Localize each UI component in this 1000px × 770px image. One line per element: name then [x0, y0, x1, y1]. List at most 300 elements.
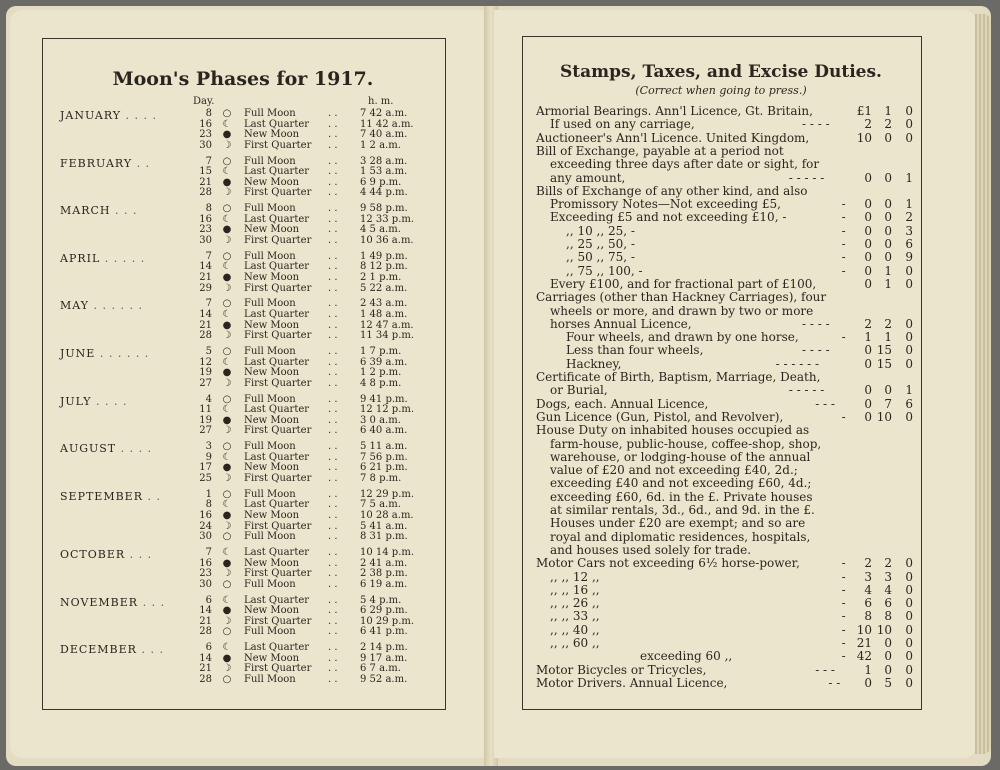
- first-quarter-icon: ☽: [222, 282, 232, 294]
- duty-line: [0, 570, 930, 584]
- shillings-value: 4: [884, 582, 892, 597]
- phase-day: 28: [199, 330, 212, 342]
- pounds-value: 0: [864, 383, 872, 398]
- duty-line: [0, 503, 930, 517]
- leader-dots: . .: [328, 674, 338, 685]
- full-moon-icon: ○: [222, 250, 232, 262]
- duty-line: [0, 423, 930, 437]
- phase-day: 16: [199, 118, 212, 130]
- first-quarter-icon: ☽: [222, 330, 232, 342]
- phase-day: 23: [199, 224, 212, 236]
- phase-day: 17: [199, 462, 212, 474]
- duty-line: [0, 663, 930, 677]
- phase-day: 28: [199, 674, 212, 685]
- duty-leader-dashes: -: [841, 330, 846, 345]
- duty-line: [0, 250, 930, 264]
- last-quarter-icon: ☾: [222, 451, 232, 463]
- pounds-value: 1: [864, 330, 872, 345]
- phase-name: Last Quarter: [244, 118, 310, 130]
- pounds-value: 0: [864, 237, 872, 251]
- duty-line: [0, 264, 930, 278]
- phase-name: New Moon: [244, 605, 300, 617]
- phase-name: Last Quarter: [244, 642, 310, 654]
- phase-day: 8: [205, 499, 212, 511]
- duty-leader-dashes: - - -: [815, 396, 835, 411]
- phase-time: 10 14 p.m.: [360, 547, 415, 558]
- pence-value: 0: [905, 569, 913, 584]
- duty-description: horses Annual Licence,: [550, 316, 692, 331]
- new-moon-icon: ●: [222, 605, 232, 617]
- last-quarter-icon: ☾: [222, 118, 232, 130]
- month-leader-dots: . . .: [125, 548, 153, 561]
- pounds-value: 0: [864, 409, 872, 424]
- leader-dots: . .: [328, 346, 338, 357]
- duty-description: warehouse, or lodging-house of the annual: [550, 449, 811, 464]
- shillings-value: 0: [884, 649, 892, 664]
- page-edges: [975, 14, 991, 754]
- duty-line: [0, 609, 930, 623]
- pounds-value: 0: [864, 223, 872, 238]
- phase-time: 2 38 p.m.: [360, 568, 408, 580]
- duty-line: [0, 410, 930, 424]
- phase-time: 12 47 a.m.: [360, 319, 414, 331]
- duty-line: [0, 277, 930, 291]
- pounds-value: 2: [864, 117, 872, 132]
- leader-dots: . .: [328, 139, 338, 151]
- duty-description: Certificate of Birth, Baptism, Marriage, Death,: [536, 370, 821, 384]
- full-moon-icon: ○: [222, 531, 232, 543]
- phase-day: 29: [199, 282, 212, 294]
- phase-name: New Moon: [244, 652, 300, 664]
- duty-leader-dashes: - - -: [815, 662, 835, 677]
- duty-description: ,, 50 ,, 75, -: [566, 250, 635, 265]
- new-moon-icon: ●: [222, 557, 232, 569]
- phase-day: 21: [199, 615, 212, 627]
- phase-name: Last Quarter: [244, 213, 310, 225]
- pounds-value: 2: [864, 556, 872, 571]
- duty-description: Gun Licence (Gun, Pistol, and Revolver),: [536, 409, 784, 424]
- leader-dots: . .: [328, 520, 338, 532]
- month-name: JANUARY: [60, 109, 122, 122]
- duty-line: [0, 476, 930, 490]
- phase-name: New Moon: [244, 510, 300, 521]
- shillings-value: 0: [884, 223, 892, 238]
- phase-day: 15: [199, 166, 212, 178]
- duty-line: [0, 636, 930, 650]
- month-leader-dots: . . . . .: [100, 251, 146, 265]
- pounds-value: 42: [856, 649, 872, 664]
- last-quarter-icon: ☾: [222, 642, 232, 654]
- phase-name: New Moon: [244, 176, 300, 188]
- first-quarter-icon: ☽: [222, 520, 232, 532]
- leader-dots: . .: [328, 568, 338, 580]
- first-quarter-icon: ☽: [222, 377, 232, 389]
- pence-value: 6: [905, 396, 913, 411]
- duty-description: ,, ,, 60 ,,: [550, 636, 600, 650]
- phase-time: 6 7 a.m.: [360, 663, 401, 675]
- duty-leader-dashes: -: [841, 636, 846, 650]
- shillings-value: 0: [884, 130, 892, 145]
- phase-time: 3 0 a.m.: [360, 414, 401, 426]
- phase-name: Full Moon: [244, 155, 296, 167]
- pounds-value: 10: [856, 130, 872, 145]
- phase-day: 27: [199, 425, 212, 437]
- phase-day: 28: [199, 187, 212, 199]
- phase-day: 23: [199, 129, 212, 141]
- last-quarter-icon: ☾: [222, 261, 232, 273]
- duty-line: [0, 437, 930, 451]
- phase-day: 11: [199, 404, 212, 416]
- leader-dots: . .: [328, 531, 338, 543]
- duty-description: wheels or more, and drawn by two or more: [550, 303, 814, 318]
- last-quarter-icon: ☾: [222, 499, 232, 511]
- pounds-value: 0: [864, 276, 872, 291]
- duty-description: royal and diplomatic residences, hospitals,: [550, 529, 811, 544]
- shillings-value: 0: [884, 170, 892, 185]
- pounds-value: 3: [864, 569, 872, 584]
- duty-line: [0, 317, 930, 331]
- leader-dots: . .: [328, 605, 338, 617]
- phase-name: First Quarter: [244, 235, 312, 246]
- pounds-value: 0: [864, 396, 872, 411]
- duty-description: Motor Bicycles or Tricycles,: [536, 662, 707, 677]
- duty-line: [0, 463, 930, 477]
- pence-value: 1: [905, 170, 913, 185]
- duty-line: [0, 104, 930, 118]
- phase-time: 6 40 a.m.: [360, 425, 408, 437]
- duty-description: Auctioneer's Ann'l Licence. United Kingdom,: [536, 130, 810, 145]
- leader-dots: . .: [328, 224, 338, 236]
- phase-day: 7: [205, 547, 212, 558]
- phase-name: New Moon: [244, 224, 300, 236]
- pounds-value: 0: [864, 675, 872, 690]
- phase-day: 14: [199, 605, 212, 617]
- new-moon-icon: ●: [222, 224, 232, 236]
- duty-line: [0, 131, 930, 145]
- pence-value: 0: [905, 117, 913, 132]
- day-column-header: Day.: [193, 96, 215, 107]
- first-quarter-icon: ☽: [222, 568, 232, 580]
- duties-title: Stamps, Taxes, and Excise Duties.: [560, 62, 882, 82]
- shillings-value: 2: [884, 556, 892, 571]
- duty-leader-dashes: - - - - -: [788, 170, 825, 185]
- duty-description: exceeding £60, 6d. in the £. Private houses: [550, 489, 813, 504]
- phase-time: 6 41 p.m.: [360, 626, 408, 638]
- leader-dots: . .: [328, 557, 338, 569]
- duty-leader-dashes: - - - -: [802, 343, 830, 358]
- full-moon-icon: ○: [222, 298, 232, 310]
- phase-day: 30: [199, 235, 212, 246]
- duty-description: ,, ,, 26 ,,: [550, 596, 600, 611]
- duty-leader-dashes: -: [841, 649, 846, 664]
- duty-line: [0, 290, 930, 304]
- duty-description: If used on any carriage,: [550, 117, 695, 132]
- shillings-value: 0: [884, 210, 892, 225]
- shillings-value: 1: [884, 330, 892, 345]
- duty-description: ,, ,, 40 ,,: [550, 622, 600, 637]
- leader-dots: . .: [328, 594, 338, 606]
- phase-time: 10 29 p.m.: [360, 615, 415, 627]
- month-leader-dots: . . .: [138, 595, 166, 609]
- phase-name: Full Moon: [244, 488, 296, 500]
- phase-name: Full Moon: [244, 203, 296, 215]
- pounds-value: 0: [864, 170, 872, 185]
- pence-value: 1: [905, 383, 913, 398]
- duty-leader-dashes: -: [841, 237, 846, 251]
- pence-value: 3: [905, 223, 913, 238]
- phase-time: 2 43 a.m.: [360, 298, 408, 310]
- phase-day: 9: [205, 451, 212, 463]
- first-quarter-icon: ☽: [222, 139, 232, 151]
- duty-description: Motor Cars not exceeding 6½ horse-power,: [536, 556, 800, 571]
- phase-day: 21: [199, 319, 212, 331]
- phase-name: Last Quarter: [244, 261, 310, 273]
- last-quarter-icon: ☾: [222, 594, 232, 606]
- phase-time: 1 2 p.m.: [360, 367, 402, 379]
- duty-line: [0, 184, 930, 198]
- pounds-value: 0: [864, 210, 872, 225]
- phase-name: Full Moon: [244, 393, 296, 405]
- leader-dots: . .: [328, 547, 338, 558]
- pounds-value: 21: [856, 636, 872, 650]
- leader-dots: . .: [328, 451, 338, 463]
- phase-time: 5 4 p.m.: [360, 594, 402, 606]
- month-leader-dots: . . . .: [121, 109, 158, 122]
- month-name: JULY: [60, 394, 92, 408]
- pence-value: 0: [905, 636, 913, 650]
- duty-description: exceeding three days after date or sight, for: [550, 157, 820, 172]
- pounds-value: 1: [864, 662, 872, 677]
- phase-name: Full Moon: [244, 531, 296, 543]
- phase-name: New Moon: [244, 462, 300, 474]
- duty-leader-dashes: -: [841, 582, 846, 597]
- phase-name: Full Moon: [244, 578, 296, 590]
- phase-time: 6 19 a.m.: [360, 578, 408, 590]
- duty-line: [0, 197, 930, 211]
- duty-line: [0, 530, 930, 544]
- phase-time: 12 12 p.m.: [360, 404, 415, 416]
- pence-value: 0: [905, 556, 913, 571]
- pounds-value: 10: [856, 622, 872, 637]
- phase-day: 14: [199, 309, 212, 320]
- pence-value: 0: [905, 649, 913, 664]
- phase-time: 8 12 p.m.: [360, 261, 408, 273]
- duty-description: Armorial Bearings. Ann'l Licence, Gt. Britain,: [536, 104, 813, 118]
- duty-line: [0, 450, 930, 464]
- duty-line: [0, 543, 930, 557]
- month-name: APRIL: [60, 251, 101, 265]
- duty-line: [0, 383, 930, 397]
- duty-line: [0, 583, 930, 597]
- phase-day: 21: [199, 663, 212, 675]
- phase-name: Last Quarter: [244, 451, 310, 463]
- pounds-value: 6: [864, 596, 872, 611]
- leader-dots: . .: [328, 272, 338, 283]
- duty-description: at similar rentals, 3d., 6d., and 9d. in the £.: [550, 503, 815, 517]
- pence-value: 0: [905, 104, 913, 118]
- phase-time: 9 41 p.m.: [360, 393, 408, 405]
- new-moon-icon: ●: [222, 129, 232, 141]
- duty-leader-dashes: - -: [828, 675, 841, 690]
- pence-value: 0: [905, 263, 913, 278]
- pounds-value: 8: [864, 609, 872, 624]
- phase-time: 7 8 p.m.: [360, 473, 402, 484]
- month-name: OCTOBER: [60, 548, 126, 561]
- duty-line: [0, 224, 930, 238]
- pounds-value: 0: [864, 356, 872, 371]
- phase-name: First Quarter: [244, 615, 312, 627]
- month-name: JUNE: [60, 347, 96, 360]
- full-moon-icon: ○: [222, 155, 232, 167]
- last-quarter-icon: ☾: [222, 547, 232, 558]
- phase-time: 2 41 a.m.: [360, 557, 408, 569]
- duty-line: [0, 596, 930, 610]
- phase-name: Last Quarter: [244, 309, 310, 320]
- phase-name: Full Moon: [244, 674, 296, 685]
- phase-time: 9 58 p.m.: [360, 203, 408, 215]
- duty-description: value of £20 and not exceeding £40, 2d.;: [550, 463, 798, 478]
- phase-day: 30: [199, 531, 212, 543]
- leader-dots: . .: [328, 642, 338, 654]
- duty-description: Carriages (other than Hackney Carriages), four: [536, 290, 827, 305]
- duty-leader-dashes: -: [841, 197, 846, 212]
- phase-time: 1 2 a.m.: [360, 139, 401, 151]
- phase-name: First Quarter: [244, 473, 312, 484]
- duty-line: [0, 210, 930, 224]
- month-leader-dots: . . . .: [91, 394, 128, 408]
- leader-dots: . .: [328, 298, 338, 310]
- phase-name: Full Moon: [244, 108, 296, 119]
- duty-leader-dashes: -: [841, 263, 846, 278]
- duty-leader-dashes: -: [841, 409, 846, 424]
- phase-name: First Quarter: [244, 282, 312, 294]
- phase-time: 2 1 p.m.: [360, 272, 402, 283]
- phase-time: 11 42 a.m.: [360, 118, 414, 130]
- duty-line: [0, 144, 930, 158]
- phase-day: 5: [205, 346, 212, 357]
- duty-description: or Burial,: [550, 383, 608, 398]
- phase-name: Last Quarter: [244, 166, 310, 178]
- phase-name: Last Quarter: [244, 547, 310, 558]
- month-name: MAY: [60, 299, 90, 313]
- phase-time: 1 48 a.m.: [360, 309, 408, 320]
- shillings-value: 7: [884, 396, 892, 411]
- full-moon-icon: ○: [222, 626, 232, 638]
- phase-time: 8 31 p.m.: [360, 531, 408, 543]
- duty-line: [0, 649, 930, 663]
- phase-name: Last Quarter: [244, 404, 310, 416]
- pence-value: 0: [905, 316, 913, 331]
- phase-day: 8: [205, 203, 212, 215]
- pence-value: 0: [905, 343, 913, 358]
- month-name: AUGUST: [60, 442, 117, 456]
- leader-dots: . .: [328, 203, 338, 215]
- phase-name: New Moon: [244, 367, 300, 379]
- month-leader-dots: . .: [132, 156, 151, 170]
- phase-name: First Quarter: [244, 377, 312, 389]
- duty-leader-dashes: -: [841, 556, 846, 571]
- duty-description: any amount,: [550, 170, 626, 185]
- first-quarter-icon: ☽: [222, 425, 232, 437]
- duty-description: Bill of Exchange, payable at a period not: [536, 143, 784, 158]
- shillings-value: 2: [884, 316, 892, 331]
- phase-name: Full Moon: [244, 298, 296, 310]
- duty-line: [0, 556, 930, 570]
- duty-line: [0, 623, 930, 637]
- month-leader-dots: . . . . . .: [95, 347, 150, 360]
- phase-day: 7: [205, 155, 212, 167]
- phase-day: 30: [199, 578, 212, 590]
- duty-description: Exceeding £5 and not exceeding £10, -: [550, 210, 787, 225]
- pence-value: 0: [905, 276, 913, 291]
- leader-dots: . .: [328, 282, 338, 294]
- phase-time: 6 39 a.m.: [360, 356, 408, 368]
- shillings-value: 0: [884, 636, 892, 650]
- phase-time: 3 28 a.m.: [360, 155, 408, 167]
- full-moon-icon: ○: [222, 578, 232, 590]
- phase-day: 28: [199, 626, 212, 638]
- month-name: DECEMBER: [60, 643, 137, 657]
- leader-dots: . .: [328, 166, 338, 178]
- phase-time: 2 14 p.m.: [360, 642, 408, 654]
- duty-line: [0, 490, 930, 504]
- duty-description: ,, 10 ,, 25, -: [566, 223, 635, 238]
- leader-dots: . .: [328, 652, 338, 664]
- phase-time: 1 53 a.m.: [360, 166, 408, 178]
- duty-line: [0, 394, 930, 411]
- shillings-value: 0: [884, 237, 892, 251]
- leader-dots: . .: [328, 462, 338, 474]
- leader-dots: . .: [328, 261, 338, 273]
- pence-value: 0: [905, 596, 913, 611]
- leader-dots: . .: [328, 213, 338, 225]
- moon-phases-title: Moon's Phases for 1917.: [112, 68, 374, 90]
- duty-leader-dashes: - - - -: [802, 117, 830, 132]
- duty-description: ,, ,, 33 ,,: [550, 609, 600, 624]
- leader-dots: . .: [328, 473, 338, 484]
- shillings-value: 2: [884, 117, 892, 132]
- leader-dots: . .: [328, 414, 338, 426]
- pence-value: 0: [905, 356, 913, 371]
- leader-dots: . .: [328, 118, 338, 130]
- leader-dots: . .: [328, 319, 338, 331]
- month-leader-dots: . . .: [110, 204, 138, 218]
- month-name: FEBRUARY: [60, 156, 133, 170]
- phase-time: 4 44 p.m.: [360, 187, 408, 199]
- pence-value: 0: [905, 675, 913, 690]
- phase-day: 21: [199, 176, 212, 188]
- duties-subtitle: (Correct when going to press.): [635, 84, 807, 97]
- phase-time: 5 41 a.m.: [360, 520, 408, 532]
- phase-name: Full Moon: [244, 346, 296, 357]
- full-moon-icon: ○: [222, 203, 232, 215]
- phase-time: 5 11 a.m.: [360, 441, 408, 453]
- duty-line: [0, 370, 930, 384]
- shillings-value: 0: [884, 197, 892, 212]
- duty-description: and houses used solely for trade.: [550, 542, 752, 557]
- last-quarter-icon: ☾: [222, 356, 232, 368]
- duty-description: Houses under £20 are exempt; and so are: [550, 516, 806, 531]
- new-moon-icon: ●: [222, 367, 232, 379]
- first-quarter-icon: ☽: [222, 187, 232, 199]
- pence-value: 1: [905, 197, 913, 212]
- pence-value: 0: [905, 330, 913, 345]
- shillings-value: 3: [884, 569, 892, 584]
- duty-leader-dashes: - - - - - -: [775, 356, 819, 371]
- phase-time: 7 40 a.m.: [360, 129, 408, 141]
- duty-description: Four wheels, and drawn by one horse,: [566, 330, 799, 345]
- leader-dots: . .: [328, 488, 338, 500]
